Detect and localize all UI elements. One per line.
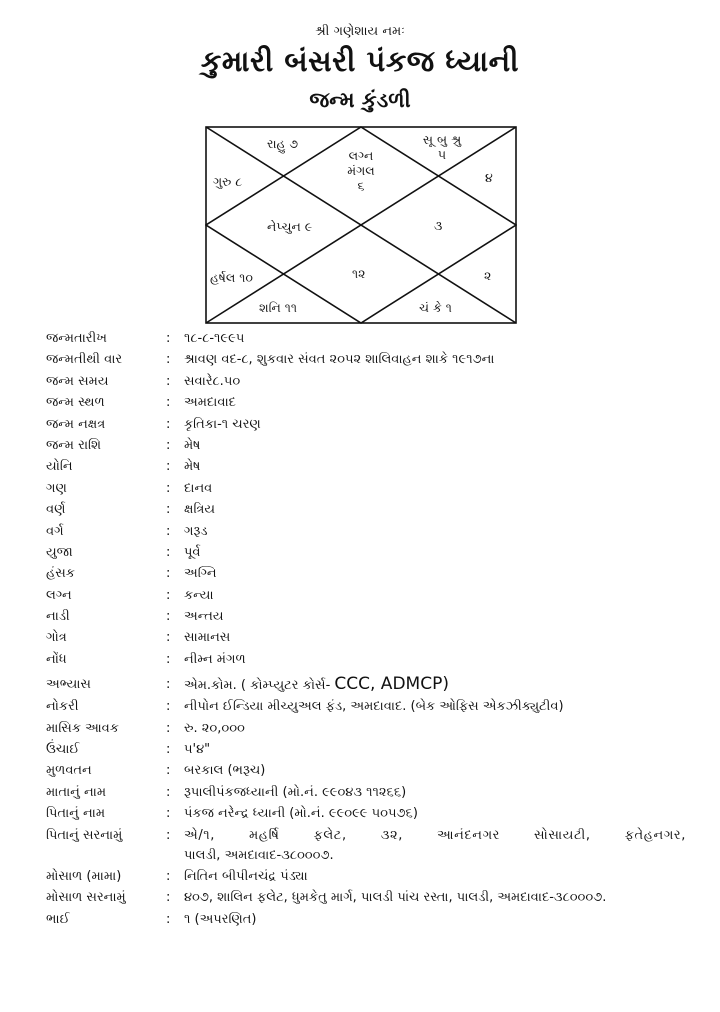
detail-row xyxy=(46,629,686,646)
detail-colon: : xyxy=(166,784,171,800)
detail-value: કન્યા xyxy=(184,587,214,603)
detail-row-father-address xyxy=(46,827,686,864)
house-1-number: ૬ xyxy=(357,178,365,193)
detail-value: શ્રાવણ વદ-૮, શુકવાર સંવત ૨૦૫૨ શાલિવાહન શાકે ૧૯૧૭ના xyxy=(184,352,495,368)
detail-row xyxy=(46,437,686,454)
detail-value: મેષ xyxy=(184,437,201,453)
detail-row xyxy=(46,741,686,758)
detail-value: ૫'૪" xyxy=(184,742,211,758)
detail-row xyxy=(46,501,686,518)
detail-label: મોસાળ સરનામું xyxy=(46,890,126,906)
detail-label: પિતાનું નામ xyxy=(46,806,106,822)
detail-value: કૃતિકા-૧ ચરણ xyxy=(184,416,261,432)
house-5: ૨ xyxy=(484,268,492,283)
detail-label: ભાઈ xyxy=(46,911,70,927)
house-1-planet: મંગલ xyxy=(347,163,375,178)
education-courses: CCC, ADMCP) xyxy=(334,673,449,694)
detail-colon: : xyxy=(166,742,171,758)
detail-label: જન્મ સમય xyxy=(46,373,109,389)
detail-label: જન્મ સ્થળ xyxy=(46,395,105,411)
detail-label: યુજા xyxy=(46,544,73,560)
detail-row xyxy=(46,523,686,540)
detail-row xyxy=(46,373,686,390)
detail-label: નોંધ xyxy=(46,651,67,667)
detail-colon: : xyxy=(166,720,171,736)
detail-colon: : xyxy=(166,437,171,453)
detail-colon: : xyxy=(166,868,171,884)
detail-colon: : xyxy=(166,699,171,715)
page-title: કુમારી બંસરી પંકજ ધ્યાની xyxy=(200,44,520,78)
detail-value: નીમ્ન મંગળ xyxy=(184,651,246,667)
detail-value: પૂર્વ xyxy=(184,544,201,560)
detail-label: વર્ગ xyxy=(46,523,64,539)
detail-colon: : xyxy=(166,416,171,432)
detail-row xyxy=(46,805,686,822)
detail-row xyxy=(46,720,686,737)
detail-colon: : xyxy=(166,630,171,646)
detail-label: મોસાળ (મામા) xyxy=(46,868,122,884)
house-1-lagna: લગ્ન xyxy=(348,148,374,163)
detail-value xyxy=(184,673,686,694)
detail-row xyxy=(46,330,686,347)
detail-colon: : xyxy=(166,827,171,843)
detail-colon: : xyxy=(166,502,171,518)
detail-label: માસિક આવક xyxy=(46,720,119,736)
invocation-text: શ્રી ગણેશાય નમઃ xyxy=(315,24,405,39)
detail-colon: : xyxy=(166,676,171,692)
detail-colon: : xyxy=(166,544,171,560)
detail-label: હંસક xyxy=(46,566,75,582)
detail-row xyxy=(46,544,686,561)
house-2-planets: સૂ બુ શ્રુ xyxy=(422,132,462,147)
house-8: શનિ ૧૧ xyxy=(259,300,297,315)
detail-value: નીપોન ઈન્ડિયા મીચ્યુઅલ ફંડ, અમદાવાદ. (બેક ઓફિસ એકઝીક્યુટીવ) xyxy=(184,699,564,715)
detail-colon: : xyxy=(166,395,171,411)
house-3: ૪ xyxy=(485,170,493,185)
detail-row xyxy=(46,480,686,497)
detail-label: ગણ xyxy=(46,480,67,496)
detail-label: વર્ણ xyxy=(46,502,66,518)
detail-label: જન્મ રાશિ xyxy=(46,437,101,453)
detail-value: નિતિન બીપીનચંદ્ર પંડ્યા xyxy=(184,868,308,884)
detail-label: અભ્યાસ xyxy=(46,676,91,692)
detail-row xyxy=(46,868,686,885)
detail-colon: : xyxy=(166,480,171,496)
house-2 xyxy=(407,132,477,162)
house-12: રાહુ ૭ xyxy=(267,136,299,151)
detail-colon: : xyxy=(166,609,171,625)
detail-value: દાનવ xyxy=(184,480,213,496)
detail-value: પંકજ નરેન્દ્ર ધ્યાની (મો.નં. ૯૯૦૯૯ ૫૦૫૭૬) xyxy=(184,806,418,822)
house-4: ૩ xyxy=(434,218,443,233)
detail-value: સવારે૮.૫૦ xyxy=(184,373,241,389)
detail-row-education xyxy=(46,673,686,694)
detail-row xyxy=(46,394,686,411)
address-line-2: પાલડી, અમદાવાદ-૩૮૦૦૦૭. xyxy=(184,847,334,863)
detail-value: ક્ષત્રિય xyxy=(184,502,216,518)
address-line-1: એ/૧, મહર્ષિ ફલેટ, ૩૨, આનંદનગર સોસાયટી, ફતેહનગર, xyxy=(184,827,686,843)
detail-colon: : xyxy=(166,911,171,927)
detail-colon: : xyxy=(166,806,171,822)
detail-row xyxy=(46,784,686,801)
house-6: ચં કે ૧ xyxy=(419,300,452,315)
detail-value: ૪૦૭, શાલિન ફલેટ, ધુમકેતુ માર્ગ, પાલડી પાંચ રસ્તા, પાલડી, અમદાવાદ-૩૮૦૦૦૭. xyxy=(184,890,607,906)
detail-row xyxy=(46,608,686,625)
detail-label: ઉંચાઈ xyxy=(46,742,80,758)
detail-value: રૂપાલીપંકજધ્યાની (મો.નં. ૯૯૦૪૩ ૧૧૨૬૬) xyxy=(184,784,407,800)
detail-value: અમદાવાદ xyxy=(184,395,236,411)
page-subtitle: જન્મ કુંડળી xyxy=(309,88,411,112)
detail-value: ૧૮-૮-૧૯૯૫ xyxy=(184,331,245,346)
detail-label: યોનિ xyxy=(46,459,73,475)
detail-colon: : xyxy=(166,651,171,667)
house-10: નેપ્ચુન ૯ xyxy=(267,219,313,234)
detail-label: જન્મ નક્ષત્ર xyxy=(46,416,106,432)
detail-row xyxy=(46,416,686,433)
detail-row xyxy=(46,587,686,604)
detail-value: ગરૂડ xyxy=(184,523,208,539)
detail-label: પિતાનું સરનામું xyxy=(46,827,123,843)
detail-label: માતાનું નામ xyxy=(46,784,107,800)
kundali-chart xyxy=(205,126,517,324)
biodata-details xyxy=(46,330,686,932)
house-11: ગુરુ ૮ xyxy=(213,174,243,189)
house-1 xyxy=(335,148,387,193)
detail-value: ૧ (અપરણિત) xyxy=(184,911,257,927)
detail-colon: : xyxy=(166,587,171,603)
detail-row xyxy=(46,351,686,368)
detail-value: રુ. ૨૦,૦૦૦ xyxy=(184,720,245,736)
detail-colon: : xyxy=(166,373,171,389)
detail-value: સામાનસ xyxy=(184,630,231,646)
detail-row xyxy=(46,458,686,475)
house-7: ૧૨ xyxy=(352,266,366,281)
detail-row xyxy=(46,565,686,582)
detail-colon: : xyxy=(166,890,171,906)
detail-label: નાડી xyxy=(46,609,70,625)
detail-row xyxy=(46,762,686,779)
detail-colon: : xyxy=(166,566,171,582)
detail-row xyxy=(46,651,686,668)
house-2-number: ૫ xyxy=(437,147,447,162)
detail-colon: : xyxy=(166,459,171,475)
detail-label: જન્મતીથી વાર xyxy=(46,352,123,368)
detail-value: અન્તય xyxy=(184,609,224,625)
detail-value: બરકાલ (ભરૂચ) xyxy=(184,763,266,779)
detail-label: મુળવતન xyxy=(46,763,92,779)
detail-row xyxy=(46,911,686,928)
detail-colon: : xyxy=(166,331,171,346)
house-9: હર્ષલ ૧૦ xyxy=(210,270,253,285)
detail-label: લગ્ન xyxy=(46,587,72,603)
education-degree: એમ.કોમ. ( કોમ્પ્યુટર કોર્સ- xyxy=(184,677,335,693)
detail-value: અગ્નિ xyxy=(184,566,217,582)
detail-label: ગોત્ર xyxy=(46,630,67,646)
detail-value: મેષ xyxy=(184,459,201,475)
detail-row xyxy=(46,698,686,715)
detail-label: જન્મતારીખ xyxy=(46,331,107,346)
detail-colon: : xyxy=(166,352,171,368)
detail-row xyxy=(46,889,686,906)
detail-colon: : xyxy=(166,523,171,539)
detail-value xyxy=(184,827,686,864)
detail-colon: : xyxy=(166,763,171,779)
detail-label: નોકરી xyxy=(46,699,79,715)
